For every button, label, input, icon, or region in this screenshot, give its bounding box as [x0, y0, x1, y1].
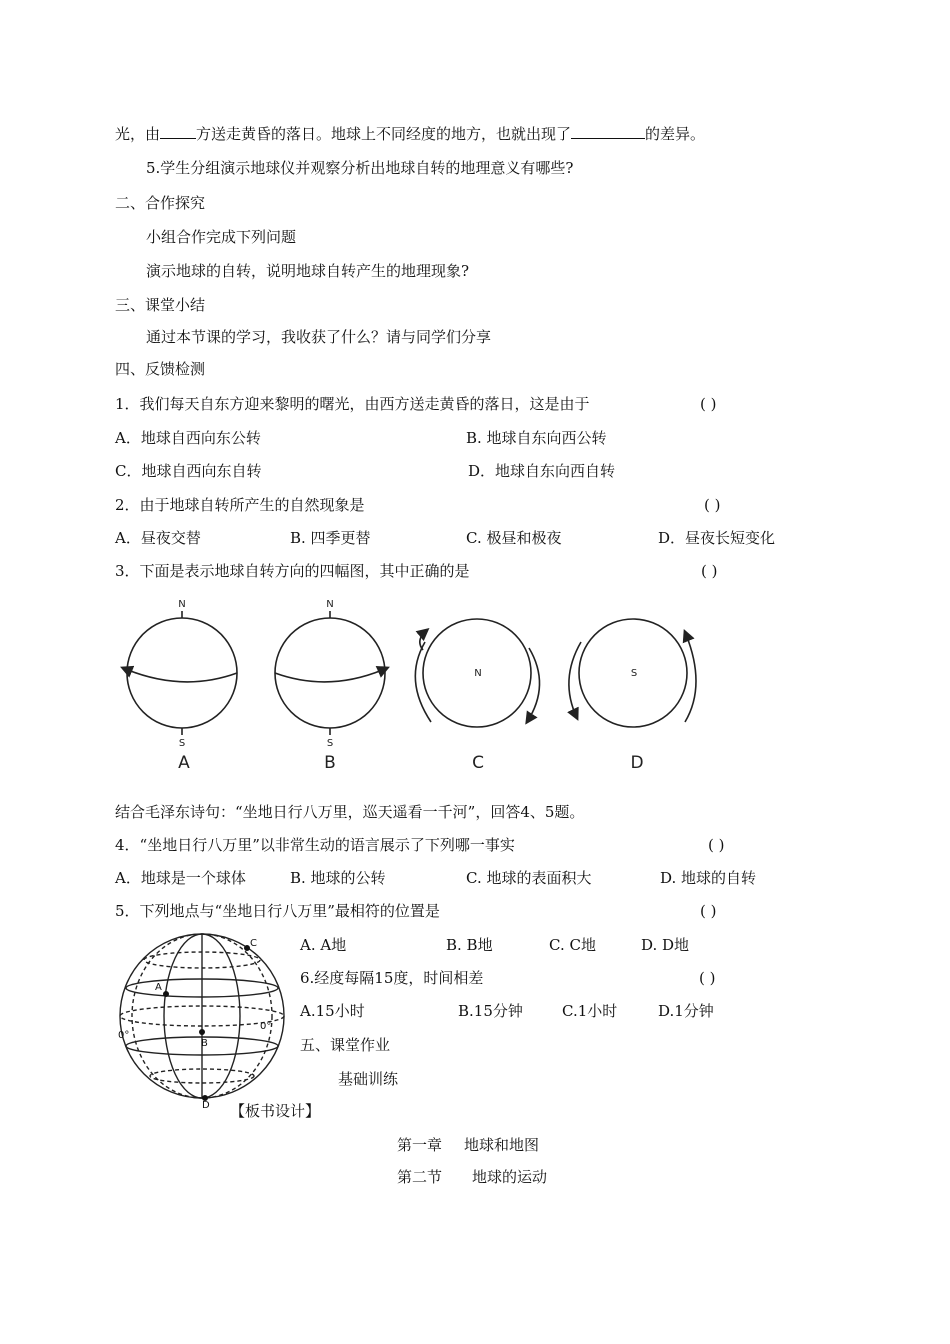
- board-chapter: [397, 1135, 539, 1155]
- question-5-stem: 5．下列地点与“坐地日行八万里”最相符的位置是: [115, 902, 440, 920]
- section-number: 第二节: [397, 1168, 443, 1186]
- fill-blank: [571, 124, 645, 139]
- question-1-stem: 1．我们每天自东方迎来黎明的曙光，由西方送走黄昏的落日，这是由于: [115, 395, 590, 413]
- figure-label-d: D: [630, 753, 644, 773]
- section-title-feedback: 四、反馈检测: [115, 360, 206, 378]
- board-design-title: 【板书设计】: [230, 1102, 321, 1120]
- paragraph: 小组合作完成下列问题: [146, 228, 297, 246]
- chapter-title: 地球和地图: [464, 1136, 540, 1154]
- q6-option-b: B.15分钟: [458, 1002, 523, 1020]
- intro-text-1: 光，由: [115, 125, 161, 143]
- figure-a-globe: [123, 611, 237, 735]
- q5-option-d: D. D地: [641, 936, 690, 954]
- answer-parens: ( ): [700, 902, 717, 920]
- intro-text-3: 的差异。: [645, 125, 706, 143]
- q4-option-a: A．地球是一个球体: [115, 869, 246, 887]
- q1-option-a: A．地球自西向东公转: [115, 429, 261, 447]
- figure-label-c: C: [472, 753, 484, 773]
- q1-option-b: B. 地球自东向西公转: [466, 429, 607, 447]
- q5-option-c: C. C地: [549, 936, 596, 954]
- rotation-direction-figure: [115, 590, 715, 775]
- label-c: C: [250, 938, 257, 949]
- question-4-stem: 4．“坐地日行八万里”以非常生动的语言展示了下列哪一事实: [115, 836, 515, 854]
- section-title-summary: 三、课堂小结: [115, 296, 206, 314]
- section-title-homework: 五、课堂作业: [300, 1036, 391, 1054]
- q6-option-d: D.1分钟: [658, 1002, 714, 1020]
- poem-intro: 结合毛泽东诗句：“坐地日行八万里，巡天遥看一千河”，回答4、5题。: [115, 803, 585, 821]
- degree-label: 0°: [260, 1021, 272, 1032]
- answer-parens: ( ): [699, 969, 716, 987]
- label-a: A: [155, 982, 162, 993]
- south-label: S: [326, 738, 334, 749]
- figure-label-b: B: [324, 753, 336, 773]
- section-title-cooperate: 二、合作探究: [115, 194, 206, 212]
- north-label: N: [178, 599, 186, 610]
- question-2-stem: 2．由于地球自转所产生的自然现象是: [115, 496, 365, 514]
- question-3-stem: 3．下面是表示地球自转方向的四幅图，其中正确的是: [115, 562, 470, 580]
- q4-option-d: D. 地球的自转: [660, 869, 757, 887]
- paragraph: 基础训练: [338, 1070, 399, 1088]
- south-label: S: [630, 668, 638, 679]
- q2-option-b: B. 四季更替: [290, 529, 371, 547]
- north-label: N: [474, 668, 482, 679]
- answer-parens: ( ): [704, 496, 721, 514]
- q2-option-a: A．昼夜交替: [115, 529, 201, 547]
- section-name: 地球的运动: [472, 1168, 548, 1186]
- point-b: [199, 1029, 205, 1035]
- intro-line-2: 5.学生分组演示地球仪并观察分析出地球自转的地理意义有哪些?: [146, 159, 574, 177]
- intro-text-2: 方送走黄昏的落日。地球上不同经度的地方，也就出现了: [196, 125, 572, 143]
- paragraph: 通过本节课的学习，我收获了什么？请与同学们分享: [146, 328, 492, 346]
- fill-blank: [160, 124, 196, 139]
- south-label: S: [178, 738, 186, 749]
- north-label: N: [326, 599, 334, 610]
- q2-option-d: D．昼夜长短变化: [658, 529, 776, 547]
- figure-b-globe: [275, 611, 387, 735]
- q4-option-b: B. 地球的公转: [290, 869, 386, 887]
- degree-label: 0°: [118, 1030, 130, 1041]
- board-section: [397, 1167, 547, 1187]
- q5-option-b: B. B地: [446, 936, 493, 954]
- figure-label-a: A: [178, 753, 190, 773]
- label-b: B: [201, 1038, 208, 1049]
- intro-line-1: [115, 124, 705, 144]
- q4-option-c: C. 地球的表面积大: [466, 869, 592, 887]
- q1-option-c: C．地球自西向东自转: [115, 462, 262, 480]
- point-a: [163, 991, 169, 997]
- q2-option-c: C. 极昼和极夜: [466, 529, 562, 547]
- answer-parens: ( ): [701, 562, 718, 580]
- q1-option-d: D．地球自东向西自转: [468, 462, 616, 480]
- q5-option-a: A. A地: [300, 936, 347, 954]
- question-6-stem: 6.经度每隔15度，时间相差: [300, 969, 484, 987]
- q6-option-c: C.1小时: [562, 1002, 618, 1020]
- paragraph: 演示地球的自转，说明地球自转产生的地理现象?: [146, 262, 470, 280]
- q6-option-a: A.15小时: [300, 1002, 365, 1020]
- chapter-number: 第一章: [397, 1136, 443, 1154]
- answer-parens: ( ): [700, 395, 717, 413]
- answer-parens: ( ): [708, 836, 725, 854]
- label-d: D: [202, 1100, 210, 1108]
- globe-figure: [112, 928, 292, 1108]
